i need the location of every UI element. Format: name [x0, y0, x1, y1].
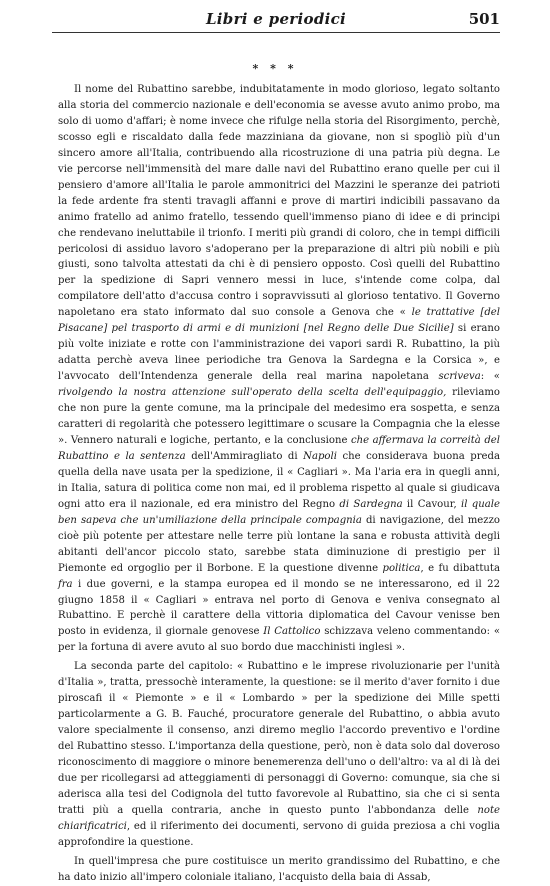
italic-run: fra: [58, 578, 73, 590]
italic-run: politica: [382, 562, 421, 574]
italic-run: Napoli: [303, 450, 337, 462]
text-run: si erano più volte iniziate e rotte con l'amministrazione dei vapori sardi R. Rubattino, la più adatta perchè aveva linee periodiche tra Genova la Sardegna e la Corsica », e l'avvocato dell'Intendenza generale della real marina napoletana: [58, 323, 500, 383]
paragraph: [58, 659, 500, 850]
italic-run: che affermava la correità del Rubattino e la sentenza: [58, 434, 500, 462]
section-separator: * * *: [252, 62, 298, 75]
text-run: di navigazione, del mezzo cioè più potente per attestare nelle terre più lontane la sana e robusta attività degli abitanti dell'ancor piccolo stato, sarebbe stata diminuzione di prestigio per il Piemonte ed orgoglio per il Borbone. E la questione divenne: [58, 514, 500, 574]
text-run: In quell'impresa che pure costituisce un merito grandissimo del Rubattino, e che ha dato inizio all'impero coloniale italiano, l'acquisto della baia di Assab,: [58, 855, 500, 883]
text-run: , ed il riferimento dei documenti, servono di guida preziosa a chi voglia approfondire la questione.: [58, 820, 500, 848]
paragraph: [58, 82, 500, 656]
text-run: Il nome del Rubattino sarebbe, indubitatamente in modo glorioso, legato soltanto alla storia del commercio nazionale e dell'economia se avesse avuto animo probo, ma solo di uomo d'affari; è nome invece che rifulge nella storia del Risorgimento, perchè, scosso egli e riscaldato dalla fede mazziniana da giovane, non si spogliò più d'un sincero amore all'Italia, contribuendo alla ricostruzione di una patria più degna. Le vie percorse nell'immensità del mare dalle navi del Rubattino erano quelle per cui il pensiero d'amore all'Italia le parole ammonitrici del Mazzini le speranze dei patrioti la fede ardente fra stenti travagli affanni e prove di martiri indicibili passavano da animo fratello ad animo fratello, tessendo quell'immenso piano di idee e di principi che rendevano ineluttabile il trionfo. I meriti più grandi di coloro, che in tempi difficili pericolosi di assiduo lavoro s'adoperano per la preparazione di altri più nobili e più giusti, sono talvolta attestati da chi è di pensiero opposto. Così quelli del Rubattino per la spedizione di Sapri vennero messi in luce, s'intende come colpa, dal compilatore dell'atto d'accusa contro i sopravvissuti al glorioso tentativo. Il Governo napoletano era stato informato dal suo console a Genova che «: [58, 84, 500, 319]
text-run: , e fu dibattuta: [420, 562, 500, 574]
text-run: La seconda parte del capitolo: « Rubattino e le imprese rivoluzionarie per l'unità d'Italia », tratta, pressochè interamente, la questione: se il merito d'aver fornito i due piroscafi il « Piemonte » e il « Lombardo » per la spedizione dei Mille spetti particolarmente a G. B. Fauché, procuratore generale del Rubattino, o abbia avuto valore specialmente il consenso, anzi diremo meglio l'accordo preventivo e l'ordine del Rubattino stesso. L'importanza della questione, però, non è data solo dal doveroso riconoscimento di maggiore o minore benemerenza dell'uno o dell'altro: va al di là dei due per ricollegarsi ad atteggiamenti di personaggi di Governo: comunque, sia che si aderisca alla tesi del Codignola del tutto favorevole al Rubattino, sia che ci si senta tratti più a quella contraria, anche in questo punto l'abbondanza delle: [58, 661, 500, 816]
text-run: rileviamo che non pure la gente comune, ma la principale del medesimo era sospetta, e senza caratteri di regolarità che potessero legittimare o scusare la Compagnia che la elesse ». Vennero naturali e logiche, pertanto, e la conclusione: [58, 387, 501, 446]
italic-run: le trattative [del Pisacane] pel trasporto di armi e di munizioni [nel Regno delle Due Sicilie]: [58, 307, 500, 335]
page-number: 501: [468, 10, 500, 28]
text-run: : «: [480, 371, 500, 383]
italic-run: Il Cattolico: [263, 626, 321, 638]
italic-run: il quale ben sapeva che un'umiliazione della principale compagnia: [58, 498, 500, 526]
paragraph: [58, 854, 500, 886]
italic-run: di Sardegna: [339, 498, 403, 510]
running-header: [52, 6, 500, 33]
text-run: il Cavour,: [402, 498, 462, 510]
article-body: [58, 82, 501, 883]
text-run: dell'Ammiragliato di: [185, 450, 304, 462]
text-run: schizzava veleno commentando: « per la fortuna di avere avuto al suo bordo due macchinisti inglesi ».: [58, 626, 500, 654]
italic-run: scriveva: [438, 371, 481, 383]
italic-run: note chiarificatrici: [58, 804, 500, 832]
running-title: Libri e periodici: [205, 10, 347, 28]
text-run: i due governi, e la stampa europea ed il mondo se ne interessarono, ed il 22 giugno 1858 il « Cagliari » entrava nel porto di Genova e veniva consegnato al Rubattino. E perchè il carattere della vittoria diplomatica del Cavour venisse ben posto in evidenza, il giornale genovese: [58, 578, 500, 638]
text-run: che considerava buona preda quella della nave usata per la spedizione, il « Cagliari ». Ma l'aria era in quegli anni, in Italia, satura di politica come non mai, ed il problema rispetto al quale si giudicava ogni atto era il nazionale, ed era ministro del Regno: [58, 450, 500, 510]
italic-run: rivolgendo la nostra attenzione sull'operato della scelta dell'equipaggio,: [58, 387, 447, 399]
